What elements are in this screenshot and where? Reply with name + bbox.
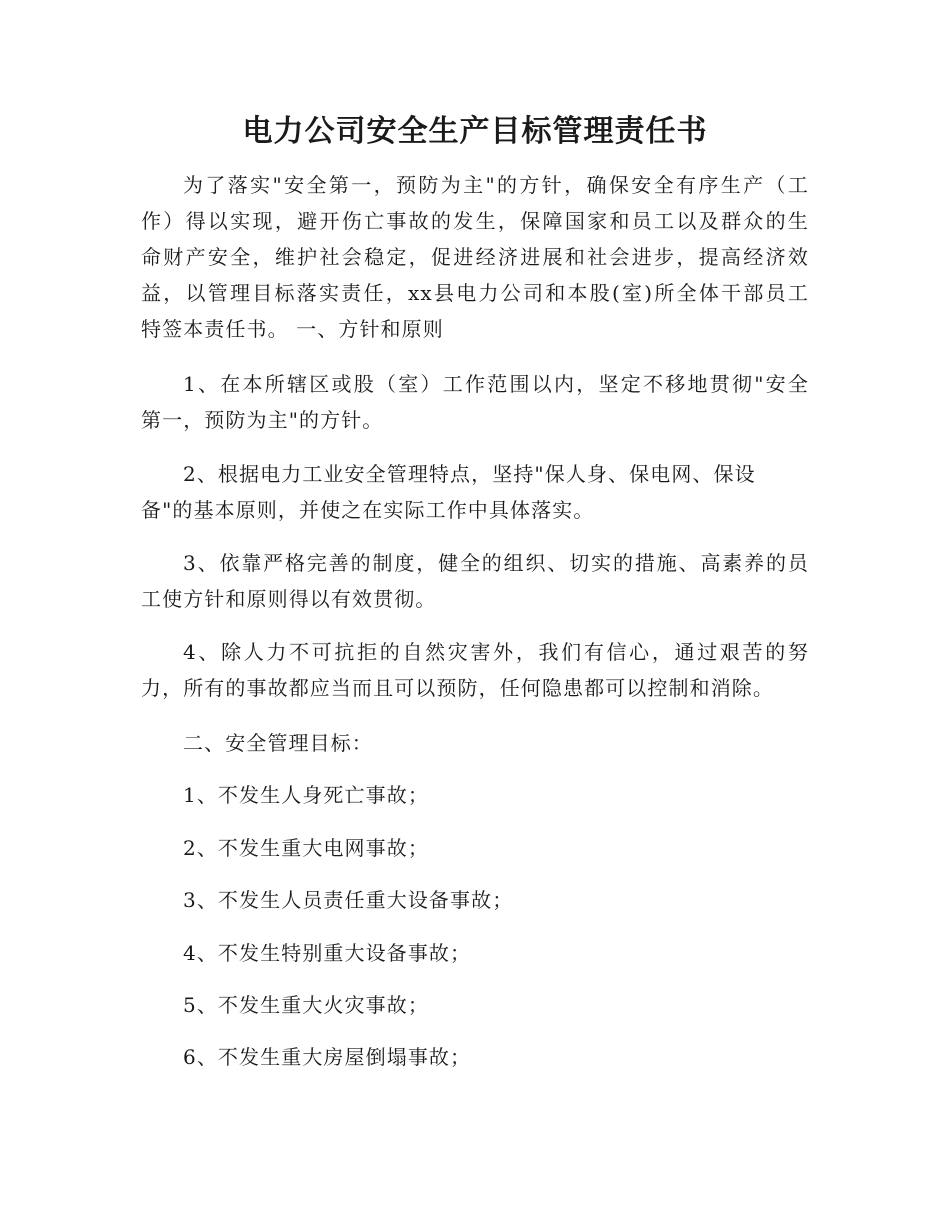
principle-line: 第一，预防为主"的方针。 <box>141 408 384 432</box>
intro-line: 特签本责任书。 一、方针和原则 <box>141 317 444 341</box>
principle-line: 力，所有的事故都应当而且可以预防，任何隐患都可以控制和消除。 <box>141 676 774 700</box>
principle-line: 2、根据电力工业安全管理特点，坚持"保人身、保电网、保设 <box>183 462 756 486</box>
goal-item-1 <box>141 777 809 813</box>
goal-item-6 <box>141 1039 809 1075</box>
goal-item-3 <box>141 882 809 918</box>
principle-line: 3、依靠严格完善的制度，健全的组织、切实的措施、高素养的员 <box>183 551 809 575</box>
intro-line: 作）得以实现，避开伤亡事故的发生，保障国家和员工以及群众的生 <box>141 209 809 233</box>
intro-line: 益，以管理目标落实责任，xx县电力公司和本股(室)所全体干部员工 <box>141 281 809 305</box>
list-item: 2、不发生重大电网事故； <box>183 836 429 860</box>
list-item: 1、不发生人身死亡事故； <box>183 783 429 807</box>
principle-3 <box>141 545 809 617</box>
list-item: 3、不发生人员责任重大设备事故； <box>183 888 514 912</box>
list-item: 6、不发生重大房屋倒塌事故； <box>183 1045 472 1069</box>
principle-line: 1、在本所辖区或股（室）工作范围以内，坚定不移地贯彻"安全 <box>183 372 809 396</box>
document-title: 电力公司安全生产目标管理责任书 <box>242 114 708 149</box>
principle-line: 工使方针和原则得以有效贯彻。 <box>141 587 437 611</box>
principle-line: 备"的基本原则，并使之在实际工作中具体落实。 <box>141 498 595 522</box>
intro-paragraph <box>141 167 809 347</box>
principle-1 <box>141 366 809 438</box>
goal-item-2 <box>141 830 809 866</box>
list-item: 4、不发生特别重大设备事故； <box>183 941 472 965</box>
list-item: 5、不发生重大火灾事故； <box>183 993 429 1017</box>
principle-2 <box>141 456 809 528</box>
section2-heading <box>141 725 809 761</box>
goal-item-5 <box>141 987 809 1023</box>
goal-item-4 <box>141 935 809 971</box>
section-heading: 二、安全管理目标： <box>183 731 373 755</box>
intro-line: 为了落实"安全第一，预防为主"的方针，确保安全有序生产（工 <box>183 173 809 197</box>
principle-4 <box>141 634 809 706</box>
principle-line: 4、除人力不可抗拒的自然灾害外，我们有信心，通过艰苦的努 <box>183 640 809 664</box>
intro-line: 命财产安全，维护社会稳定，促进经济进展和社会进步，提高经济效 <box>141 245 809 269</box>
